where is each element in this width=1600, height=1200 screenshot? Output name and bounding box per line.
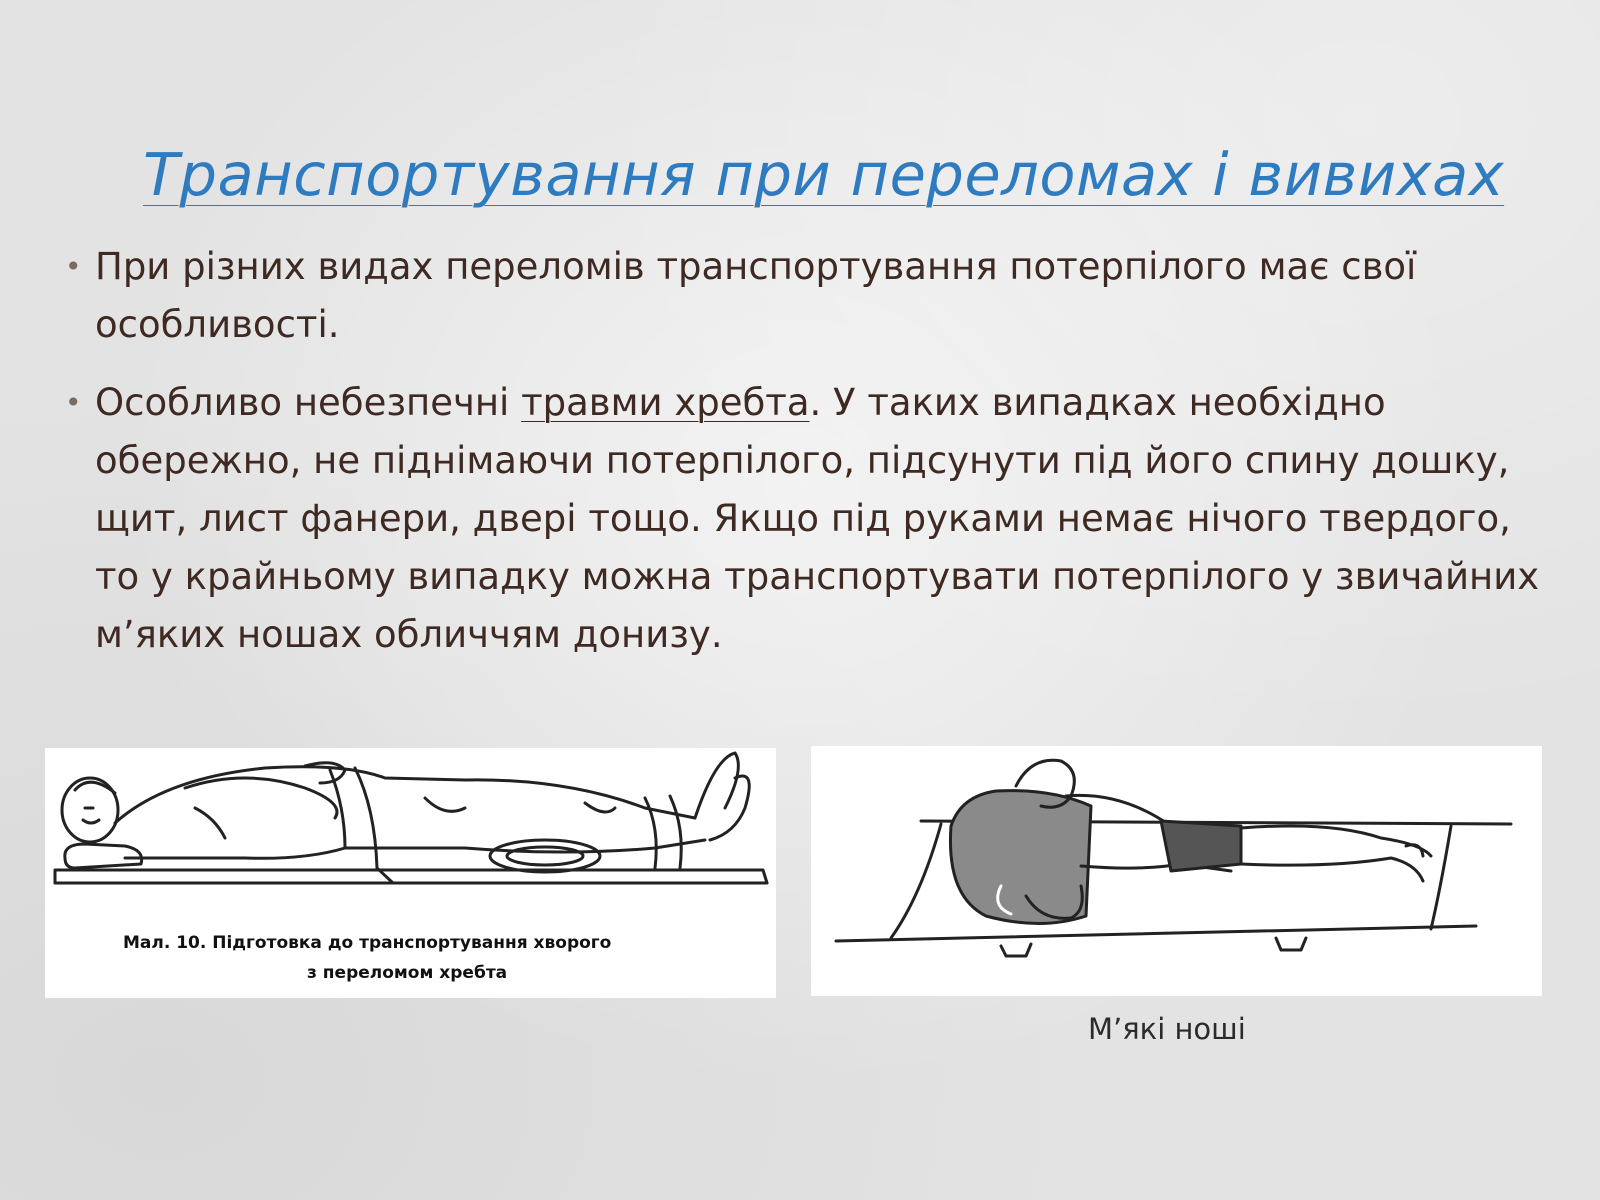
bullet-text-2-start: Особливо небезпечні	[95, 381, 522, 424]
soft-stretcher-illustration	[811, 746, 1542, 996]
figure1-caption-line1: Мал. 10. Підготовка до транспортування хворого	[123, 933, 612, 953]
bullet-list	[65, 238, 1545, 684]
spine-board-illustration	[45, 748, 776, 998]
bullet-item-2	[65, 374, 1545, 664]
slide-title: Транспортування при переломах і вивихах	[143, 140, 1505, 209]
figure2-caption: М’які ноші	[1088, 1012, 1246, 1046]
figure-soft-stretcher-image	[811, 746, 1542, 996]
bullet-text-2-end: . У таких випадках необхідно обережно, не піднімаючи потерпілого, підсунути під його спину дошку, щит, лист фанери, двері тощо. Якщо під руками немає нічого твердого, то у крайньому випадку можна транспортувати потерпілого у звичайних м’яких ношах обличчям донизу.	[95, 381, 1540, 656]
spine-injury-link[interactable]: травми хребта	[521, 381, 810, 424]
bullet-item-1	[65, 238, 1545, 354]
figure1-caption-line2: з переломом хребта	[307, 963, 508, 983]
bullet-dot-icon: •	[65, 250, 82, 283]
slide-title-area	[143, 140, 1505, 209]
bullet-text-1: При різних видах переломів транспортування потерпілого має свої особливості.	[95, 245, 1417, 346]
bullet-dot-icon: •	[65, 386, 82, 419]
figure-spine-board-image	[45, 748, 776, 998]
